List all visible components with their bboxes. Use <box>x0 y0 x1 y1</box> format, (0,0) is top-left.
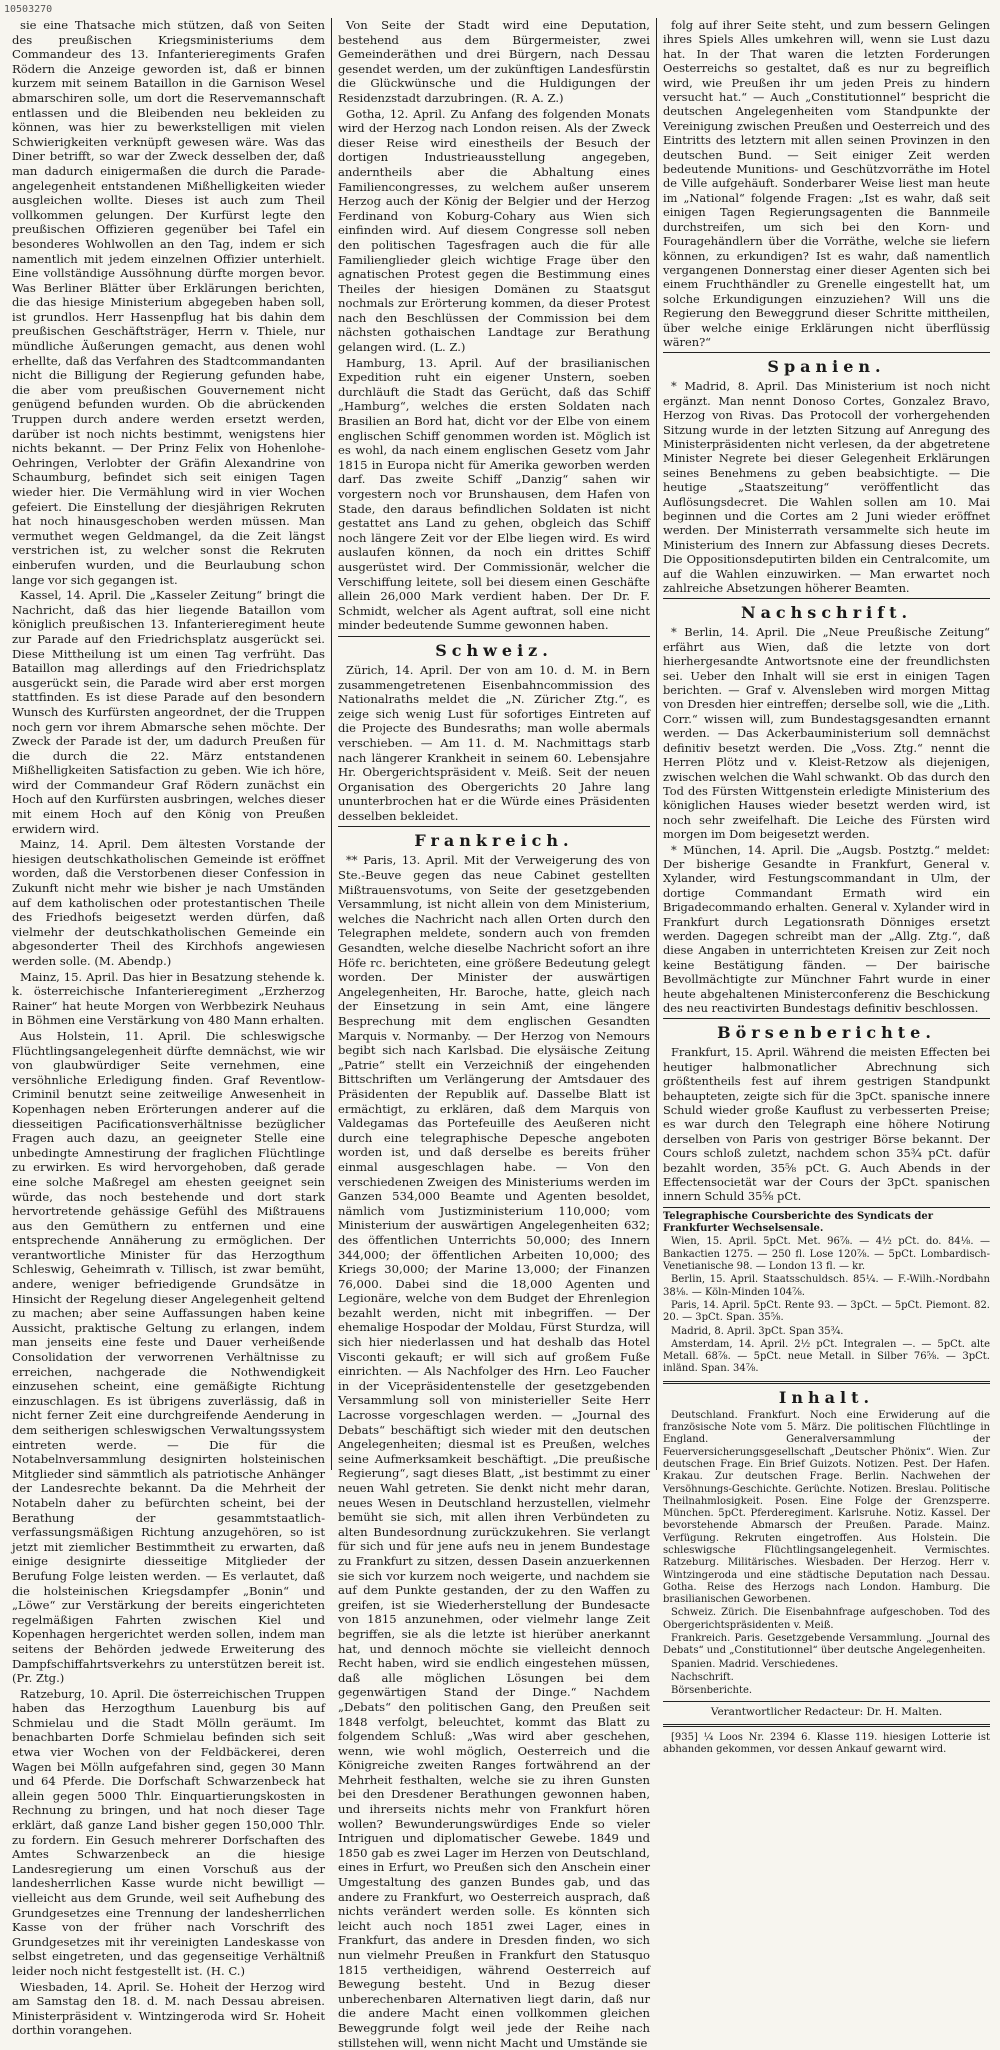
divider <box>663 1701 990 1702</box>
article-berlin: * Berlin, 14. April. Die „Neue Preußische Zeitung“ erfährt aus Wien, daß die letzte von dort hierhergesandte Antwortsnote eine der freundlichsten sei. Ueber den Inhalt will sie erst in einigen Tagen berichten. — Graf v. Alvensleben wird morgen Mittag von Dresden hier eintreffen; derselbe soll, wie die „Lith. Corr.“ wissen will, zum Bundestagsgesandten ernannt werden. — Das Ackerbauministerium soll demnächst definitiv besetzt werden. Die „Voss. Ztg.“ nennt die Herren Plötz und v. Kleist-Retzow als diejenigen, zwischen welchen die Wahl schwankt. Ob das durch den Tod des Fürsten Wittgenstein erledigte Ministerium des königlichen Hauses wieder besetzt werden wird, ist noch sehr zweifelhaft. Die Leiche des Fürsten wird morgen im Dom beigesetzt werden. <box>663 625 990 842</box>
toc-schweiz: Schweiz. Zürich. Die Eisenbahnfrage aufgeschoben. Tod des Obergerichtspräsidenten v. Meiß. <box>663 1607 990 1631</box>
exchange-rates-block <box>663 1211 990 1376</box>
double-divider <box>663 1381 990 1384</box>
article-madrid: * Madrid, 8. April. Das Ministerium ist noch nicht ergänzt. Man nennt Donoso Cortes, Gonzalez Bravo, Herzog von Rivas. Das Protocoll der vorhergehenden Sitzung wurde in der letzten Sitzung auf Anregung des Ministerpräsidenten nicht verlesen, da der abgetretene Minister Negrete bei dieser Gelegenheit Erklärungen seines Benehmens zu geben beabsichtigte. — Die heutige „Staatszeitung“ veröffentlicht das Auflösungsdecret. Die Wahlen sollen am 10. Mai beginnen und die Cortes am 2 Juni wieder eröffnet werden. Der Ministerrath versammelte sich heute im Ministerium des Innern zur Abfassung dieses Decrets. Die Oppositionsdeputirten bilden ein Centralcomite, um auf die Wahlen einzuwirken. — Man erwartet noch zahlreiche Absetzungen höherer Beamten. <box>663 379 990 596</box>
article-mainz-15: Mainz, 15. April. Das hier in Besatzung stehende k. k. österreichische Infanterieregiment „Erzherzog Rainer“ hat heute Morgen von Werbbezirk Neuhaus in Böhmen eine Verstärkung von 480 Mann erhalten. <box>12 969 325 1028</box>
double-divider <box>663 1724 990 1727</box>
section-heading-nachschrift: Nachschrift. <box>740 603 913 623</box>
article-muenchen: * München, 14. April. Die „Augsb. Postztg.“ meldet: Der bisherige Gesandte in Frankfurt, General v. Xylander, wird Festungscommandant in Ulm, der dortige Commandant Ermath wird ein Brigadecommando erhalten. General v. Xylander wird in Frankfurt durch Legationsrath Dönniges ersetzt werden. Dagegen schreibt man der „Allg. Ztg.“, daß diese Angaben in unterrichteten Kreisen zur Zeit noch keine Bestätigung fänden. — Der bairische Bevollmächtigte zur Münchner Fahrt wurde in einer heute abgehaltenen Ministerconferenz die Beschickung des neu reactivirten Bundestags definitiv beschlossen. <box>663 842 990 1015</box>
section-heading-schweiz: Schweiz. <box>435 640 553 660</box>
exchange-line-madrid: Madrid, 8. April. 3pCt. Span 35¾. <box>671 1325 844 1337</box>
section-heading-inhalt: Inhalt. <box>778 1387 875 1407</box>
advertisement-text: [935] ¼ Loos Nr. 2394 6. Klasse 119. hiesigen Lotterie ist abhanden gekommen, vor dessen Ankauf gewarnt wird. <box>663 1731 990 1755</box>
divider <box>663 352 990 353</box>
article-ratzeburg: Ratzeburg, 10. April. Die österreichischen Truppen haben das Herzogthum Lauenburg bis auf Schmielau und die Stadt Mölln geräumt. Im benachbarten Dorfe Schmielau befinden sich seit etwa vier Wochen von der Feldbäckerei, deren Wagen bei Mölln aufgefahren sind, gegen 30 Mann und 64 Pferde. Die Dorfschaft Schwarzenbeck hat allein gegen 5000 Thlr. Einquartierungskosten in Rechnung zu bringen, und hat noch dieser Tage erklärt, daß ganze Land bisher gegen 150,000 Thlr. zu fordern. Ein Gesuch mehrerer Dorfschaften des Amtes Schwarzenbeck an die hiesige Landesregierung um einen Vorschuß aus der landesherrlichen Kasse wurde nicht bewilligt — vielleicht aus dem Grunde, weil seit Aufhebung des Grundgesetzes eine Trennung der landesherrlichen Kasse von der früher nach Vorschrift des Grundgesetzes mit ihr vereinigten Landeskasse von selbst eingetreten, und das gegenseitige Verhältniß leider noch nicht festgestellt ist. (H. C.) <box>12 1686 325 1978</box>
article-wiesbaden: Wiesbaden, 14. April. Se. Hoheit der Herzog wird am Samstag den 18. d. M. nach Dessau abreisen. Ministerpräsident v. Wintzingeroda wird Sr. Hoheit dorthin vorangehen. <box>12 1979 325 2038</box>
article-kassel: Kassel, 14. April. Die „Kasseler Zeitung“ bringt die Nachricht, daß das hier liegende Bataillon vom königlich preußischen 13. Infanterieregiment heute zur Parade auf den Friedrichsplatz ausgerückt sei. Diese Mittheilung ist um einen Tag verfrüht. Das Bataillon mag allerdings auf den Friedrichsplatz ausgerückt sein, die Parade wird aber erst morgen stattfinden. Es ist diese Parade auf den besondern Wunsch des Kurfürsten angeordnet, der die Truppen noch gern vor ihrem Abmarsche sehen möchte. Der Zweck der Parade ist der, um dadurch Preußen für die durch die 22. März entstandenen Mißhelligkeiten Satisfaction zu geben. Wie ich höre, wird der Commandeur Graf Rödern zunächst ein Hoch auf den Kurfürsten ausbringen, welches dieser mit einem Hoch auf den König von Preußen erwidern wird. <box>12 588 325 836</box>
table-of-contents <box>663 1410 990 1698</box>
exchange-line-paris: Paris, 14. April. 5pCt. Rente 93. — 3pCt. — 5pCt. Piemont. 82. 20. — 3pCt. Span. 35⅝. <box>663 1299 990 1324</box>
column-middle <box>331 18 656 2050</box>
article-zuerich: Zürich, 14. April. Der von am 10. d. M. in Bern zusammengetretenen Eisenbahncommission des Nationalraths meldet die „N. Züricher Ztg.“, es zeige sich wenig Lust für sofortiges Eintreten auf die Projecte des Bundesraths; man wolle abermals verschieben. — Am 11. d. M. Nachmittags starb nach längerer Krankheit in seinem 60. Lebensjahre Hr. Obergerichtspräsident v. Meiß. Seit der neuen Organisation des Obergerichts 20 Jahre lang ununterbrochen hat er die Würde eines Präsidenten desselben bekleidet. <box>338 662 650 823</box>
editor-line: Verantwortlicher Redacteur: Dr. H. Malten. <box>710 1705 943 1718</box>
section-heading-spanien: Spanien. <box>767 357 886 377</box>
exchange-line-wien: Wien, 15. April. 5pCt. Met. 96⅞. — 4½ pCt. do. 84⅛. — Bankactien 1275. — 250 fl. Lose 120⅞. — 5pCt. Lombardisch-Venetianische 98. — London 13 fl. — kr. <box>663 1236 990 1273</box>
divider <box>663 1207 990 1208</box>
exchange-line-amsterdam: Amsterdam, 14. April. 2½ pCt. Integralen —. — 5pCt. alte Metall. 68⅞. — 5pCt. neue Metall. in Silber 76⅝. — 3pCt. inländ. Span. 34⅞. <box>663 1338 990 1375</box>
toc-nachschrift: Nachschrift. <box>671 1671 734 1683</box>
article-paris-continued: folg auf ihrer Seite steht, und zum bessern Gelingen ihres Spiels Alles umkehren will, wenn sie Lust dazu hat. In der That waren die letzten Forderungen Oesterreichs so gestaltet, daß es nur zu begreiflich wird, wie Preußen ihr um jeden Preis zu hindern versucht hat.“ — Auch „Constitutionnel“ bespricht die deutschen Angelegenheiten vom Standpunkte der Vereinigung zwischen Preußen und Oesterreich und des Eintritts des letztern mit allen seinen Provinzen in den deutschen Bund. — Seit einiger Zeit werden bedeutende Munitions- und Geschützvorräthe im Hotel de Ville aufgehäuft. Sonderbarer Weise liest man heute im „National“ folgende Fragen: „Ist es wahr, daß seit einigen Tagen Regierungsagenten die Bannmeile durchstreifen, um sich bei den Korn- und Fouragehändlern über die Vorräthe, welche sie liefern können, zu erkundigen? Ist es wahr, daß namentlich vergangenen Donnerstag einer dieser Agenten sich bei einem Fruchthändler zu Grenelle eingestellt hat, um solche Erkundigungen einzuziehen? Will uns die Regierung den Beweggrund dieser Schritte mittheilen, über welche einige Erklärungen nicht überflüssig wären?“ <box>663 18 990 349</box>
divider <box>663 598 990 599</box>
column-right <box>656 18 996 1755</box>
article-gotha: Gotha, 12. April. Zu Anfang des folgenden Monats wird der Herzog nach London reisen. Als der Zweck dieser Reise wird einestheils der Besuch der dortigen Industrieausstellung angegeben, anderntheils aber die Abhaltung eines Familiencongresses, zu welchem außer unserem Herzog auch der König der Belgier und der Herzog Ferdinand von Koburg-Cohary aus Wien sich einfinden wird. Auf diesem Congresse soll neben den politischen Tagesfragen auch die für alle Familienglieder gleich wichtige Frage über den agnatischen Protest gegen die Bestimmung eines Theiles der hiesigen Domänen zu Staatsgut nochmals zur Erörterung kommen, da dieser Protest nach den Beschlüssen der Commission bei dem nächsten gothaischen Landtage zur Berathung gelangen wird. (L. Z.) <box>338 106 650 355</box>
advertisement-block <box>663 1732 990 1757</box>
divider <box>338 636 650 637</box>
newspaper-columns <box>6 18 996 2050</box>
toc-frankreich: Frankreich. Paris. Gesetzgebende Versammlung. „Journal des Debats“ und „Constitutionnel“ über deutsche Angelegenheiten. <box>663 1633 990 1657</box>
article-paris: ** Paris, 13. April. Mit der Verweigerung des von Ste.-Beuve gegen das neue Cabinet gestellten Mißtrauensvotums, von Seite der gesetzgebenden Versammlung, ist nicht allein von dem Ministerium, welches die Nachricht nach allen Orten durch den Telegraphen meldete, sondern auch von fremden Gesandten, welche dieselbe Nachricht sofort an ihre Höfe rc. berichteten, eine größere Bedeutung gelegt worden. Der Minister der auswärtigen Angelegenheiten, Hr. Baroche, hatte, gleich nach der Einsetzung in sein Amt, eine längere Besprechung mit dem englischen Gesandten Marquis v. Normanby. — Der Herzog von Nemours begibt sich nach Karlsbad. Die elysäische Zeitung „Patrie“ stellt ein Verzeichniß der eingehenden Bittschriften um Verlängerung der Amtsdauer des Präsidenten der Republik auf. Dasselbe Blatt ist ermächtigt, zu erklären, daß dem Marquis von Valdegamas das Portefeuille des Aeußeren nicht durch eine telegraphische Depesche angeboten worden ist, und daß derselbe es bereits früher einmal ausgeschlagen habe. — Von den verschiedenen Zweigen des Ministeriums werden im Ganzen 534,000 Beamte und Agenten besoldet, nämlich vom Justizministerium 110,000; vom Ministerium der auswärtigen Angelegenheiten 632; des öffentlichen Unterrichts 50,000; des Innern 344,000; der öffentlichen Arbeiten 10,000; des Kriegs 30,000; der Marine 13,000; der Finanzen 76,000. Dabei sind die 18,000 Agenten und Legionäre, welche von dem Budget der Ehrenlegion bezahlt werden, nicht mit inbegriffen. — Der ehemalige Hospodar der Moldau, Fürst Sturdza, will sich hier niederlassen und hat deshalb das Hotel Visconti gekauft; er will sich auf großem Fuße einrichten. — Als Nachfolger des Hrn. Leo Faucher in der Vicepräsidentenstelle der gesetzgebenden Versammlung soll von ministerieller Seite Herr Lacrosse vorgeschlagen werden. — „Journal des Debats“ beschäftigt sich wieder mit den deutschen Angelegenheiten; diesmal ist es Preußen, welches seine Aufmerksamkeit beschäftigt. „Die preußische Regierung“, sagt dieses Blatt, „ist bestimmt zu einer neuen Wahl getreten. Sie denkt nicht mehr daran, neues Wesen in Deutschland herzustellen, vielmehr bemüht sie sich, mit allen ihren Verbündeten zu alten Bundesordnung zurückzukehren. Sie verlangt für sich und für jene aufs neu in jenem Bundestage zu Frankfurt zu sitzen, dessen Dasein anzuerkennen sie sich vor kurzem noch weigerte, und nachdem sie auf dem Punkte gestanden, der zu den Waffen zu greifen, ist sie Wiederherstellung der Bundesacte von 1815 anzunehmen, oder vielmehr lange Zeit begriffen, sie als die letzte ist hierüber anerkannt hat, und dennoch möchte sie vielleicht dennoch Recht haben, wird sie endlich eingestehen müssen, daß alle möglichen Lösungen bei dem gegenwärtigen Stand der Dinge.“ Nachdem „Debats“ den politischen Gang, den Preußen seit 1848 verfolgt, beleuchtet, kommt das Blatt zu folgendem Schluß: „Was wird aber geschehen, wenn, wie wohl möglich, Oesterreich und die Königreiche zweiten Ranges fortwährend an der Mehrheit festhalten, welche sie zu ihren Gunsten bei den Dresdener Berathungen gewonnen haben, und ihrerseits nichts mehr von Frankfurt hören wollen? Bewunderungswürdiges Ende so vieler Intriguen und diplomatischer Gewebe. 1849 und 1850 gab es zwei Lager im Herzen von Deutschland, eines in Erfurt, wo Preußen sich den Anschein einer Umgestaltung des ganzen Bundes gab, und das andere zu Frankfurt, wo Oesterreich ausprach, daß nichts verändert werden solle. Es könnten sich leicht auch noch 1851 zwei Lager, eines in Frankfurt, das andere in Dresden finden, wo sich nun vielmehr Preußen in Frankfurt den Statusquo 1815 vertheidigen, während Oesterreich auf Bewegung besteht. Und in Bezug dieser unberechenbaren Alternativen liegt darin, daß nur die andere Macht einen vollkommen gleichen Beweggrunde folgt weil jede der Reihe nach stillstehen will, wenn nicht Macht und Umstände sie <box>338 853 650 2050</box>
article-mainz-14: Mainz, 14. April. Dem ältesten Vorstande der hiesigen deutschkatholischen Gemeinde ist eröffnet worden, daß die Verstorbenen dieser Confession in Zukunft nicht mehr wie bisher je nach Umständen auf dem katholischen oder protestantischen Theile des Friedhofs beigesetzt werden dürfen, daß vielmehr der deutschkatholischen Gemeinde ein abgesonderter Theil des Kirchhofs angewiesen werden solle. (M. Abendp.) <box>12 837 325 968</box>
column-left <box>6 18 331 2038</box>
section-heading-boerse: Börsenberichte. <box>717 1023 936 1043</box>
page-id-label: 10503270 <box>4 4 53 15</box>
toc-deutschland: Deutschland. Frankfurt. Noch eine Erwiderung auf die französische Note vom 5. März. Die politischen Flüchtlinge in England. Generalversammlung der Feuerversicherungsgesellschaft „Deutscher Phönix“. Wien. Zur deutschen Frage. Ein Brief Guizots. Notizen. Pest. Der Hafen. Krakau. Zur deutschen Frage. Berlin. Nachwehen der Versöhnungs-Geschichte. Gerüchte. Notizen. Breslau. Politische Theilnahmlosigkeit. Posen. Eine Folge der Grenzsperre. München. 5pCt. Pferderegiment. Karlsruhe. Notiz. Kassel. Der bevorstehende Abmarsch der Preußen. Parade. Mainz. Verfügung. Rekruten eingetroffen. Aus Holstein. Die schleswigsche Flüchtlingsangelegenheit. Vermischtes. Ratzeburg. Militärisches. Wiesbaden. Der Herzog. Herr v. Wintzingeroda und eine städtische Deputation nach Dessau. Gotha. Reise des Herzogs nach London. Hamburg. Die brasilianischen Geworbenen. <box>663 1409 990 1606</box>
article-holstein: Aus Holstein, 11. April. Die schleswigsche Flüchtlingsangelegenheit dürfte demnächst, wie wir von glaubwürdiger Seite vernehmen, eine versöhnliche Erledigung finden. Graf Reventlow-Criminil benutzt seine zeitweilige Anwesenheit in Kopenhagen neben Erörterungen anderer auf die diesseitigen Pacificationsverhältnisse bezüglicher Fragen auch dazu, an geeigneter Stelle eine unbedingte Amnestirung der fraglichen Flüchtlinge zu erwirken. Es wird hervorgehoben, daß gerade eine solche Maßregel am ehesten geeignet sein würde, das noch bestehende und dort stark hervortretende gehässige Gefühl des Mißtrauens aus den Gemüthern zu entfernen und eine entsprechende Annäherung zu ermöglichen. Der verantwortliche Minister für das Herzogthum Schleswig, Geheimrath v. Tillisch, ist zwar bemüht, andere, weniger befriedigende Grundsätze in Hinsicht der Regelung dieser Angelegenheit geltend zu machen; aber seine Auffassungen haben keine Aussicht, praktische Geltung zu erlangen, indem man jenseits eine feste und Dauer verheißende Consolidation der verworrenen Verhältnisse zu erreichen, nachgerade die Nothwendigkeit einzusehen scheint, eine gemäßigte Richtung einzuschlagen. Es ist übrigens zuverlässig, daß in nicht ferner Zeit eine durchgreifende Aenderung in dem seitherigen schleswigschen Verwaltungssystem eintreten werde. — Die für die Notabelnversammlung designirten holsteinischen Mitglieder sind sämmtlich als patriotische Anhänger der Landesrechte bekannt. Da die Mehrheit der Notabeln daher zu befürchten scheint, bei der Berathung der gesammtstaatlich-verfassungsmäßigen Richtung anzugehören, so ist jetzt mit ziemlicher Bestimmtheit zu erwarten, daß einige designirte diesseitige Mitglieder der Berufung Folge leisten werden. — Es verlautet, daß die holsteinischen Kriegsdampfer „Bonin“ und „Löwe“ zur Verstärkung der bereits eingerichteten regelmäßigen Fahrten zwischen Kiel und Kopenhagen hergerichtet werden sollen, indem man seitens der Behörden jedwede Erweiterung des Dampfschiffahrtsverkehrs zu unterstützen bereit ist. (Pr. Ztg.) <box>12 1028 325 1686</box>
divider <box>663 1018 990 1019</box>
toc-spanien: Spanien. Madrid. Verschiedenes. <box>671 1658 839 1670</box>
article-frankfurt-boerse: Frankfurt, 15. April. Während die meisten Effecten bei heutiger halbmonatlicher Abrechnung sich größtentheils fest auf ihrem gestrigen Standpunkt behaupteten, zeigte sich für die 3pCt. spanische innere Schuld wieder große Kauflust zu verbesserten Preise; es war durch den Telegraph eine höhere Notirung derselben von Paris von gestriger Börse bekannt. Der Cours schloß zuletzt, nachdem schon 35¾ pCt. dafür bezahlt worden, 35⅝ pCt. G. Auch Abends in der Effectensocietät war der Cours der 3pCt. spanischen innern Schuld 35⅝ pCt. <box>663 1045 990 1204</box>
exchange-line-berlin: Berlin, 15. April. Staatsschuldsch. 85¼. — F.-Wilh.-Nordbahn 38⅛. — Köln-Minden 104⅞. <box>663 1274 990 1298</box>
divider <box>338 826 650 827</box>
article-hamburg: Hamburg, 13. April. Auf der brasilianischen Expedition ruht ein eigener Unstern, soeben durchläuft die Stadt das Gerücht, daß das Schiff „Hamburg“, welches die ersten Soldaten nach Brasilien an Bord hat, dicht vor der Elbe von einem englischen Schiff genommen worden ist. Möglich ist es wohl, da nach einem englischen Gesetz vom Jahr 1815 in Europa nicht für Amerika geworben werden darf. Das zweite Schiff „Danzig“ sahen wir vorgestern noch vor Brunshausen, dem Hafen von Stade, den daraus befindlichen Soldaten ist nicht gestattet ans Land zu gehen, obgleich das Schiff noch längere Zeit vor der Elbe liegen wird. Es wird auslaufen können, da noch ein drittes Schiff ausgerüstet wird. Der Commissionär, welcher die Verschiffung leitete, soll bei diesem einen Geschäfte allein 26,000 Mark verdient haben. Der Dr. F. Schmidt, welcher als Agent auftrat, soll eine nicht minder bedeutende Summe gewonnen haben. <box>338 355 650 633</box>
article-deputation: Von Seite der Stadt wird eine Deputation, bestehend aus dem Bürgermeister, zwei Gemeinderäthen und drei Bürgern, nach Dessau gesendet werden, um der zukünftigen Landesfürstin die Glückwünsche und die Huldigungen der Residenzstadt darzubringen. (R. A. Z.) <box>338 18 650 105</box>
section-heading-frankreich: Frankreich. <box>414 831 574 851</box>
exchange-rates-title: Telegraphische Coursberichte des Syndicats der Frankfurter Wechselsensale. <box>663 1210 933 1235</box>
toc-boerse: Börsenberichte. <box>671 1685 753 1697</box>
article-paragraph: sie eine Thatsache mich stützen, daß von Seiten des preußischen Kriegsministeriums dem Commandeur des 13. Infanterieregiments Grafen Rödern die Anzeige geworden ist, daß er binnen kurzem mit seinem Bataillon in die Garnison Wesel abmarschiren solle, um dort die Reservemannschaft entlassen und die Bleibenden neu bekleiden zu können, was hier zu bewerkstelligen mit vielen Schwierigkeiten verknüpft gewesen wäre. Was das Diner betrifft, so war der Zweck desselben der, daß man dadurch einigermaßen die durch die Parade-angelegenheit entstandenen Mißhelligkeiten wieder ausgleichen wollte. Dieses ist auch zum Theil vollkommen gelungen. Der Kurfürst legte den preußischen Offizieren gegenüber bei Tafel ein besonderes Wohlwollen an den Tag, indem er sich namentlich mit jedem einzelnen Offizier unterhielt. Eine vollständige Aussöhnung dürfte morgen bevor. Was Berliner Blätter über Erklärungen berichten, die das hiesige Ministerium abgegeben haben soll, ist grundlos. Herr Hassenpflug hat bis dahin dem preußischen Geschäftsträger, Herrn v. Thiele, nur mündliche Äußerungen gemacht, aus denen wohl erhellte, daß das Verfahren des Stadtcommandanten nicht die Billigung der Regierung gefunden habe, die aber vom preußischen Gouvernement nicht genügend befunden wurden. Ob die abrückenden Truppen durch andere werden ersetzt werden, darüber ist noch nichts bestimmt, wenigstens hier nichts bekannt. — Der Prinz Felix von Hohenlohe-Oehringen, Verlobter der Gräfin Alexandrine von Schaumburg, befindet sich seit einigen Tagen wieder hier. Die Vermählung wird in vier Wochen gefeiert. Die Einstellung der diesjährigen Rekruten hat noch hinausgeschoben werden müssen. Man vermuthet wegen Geldmangel, da die Zeit längst verstrichen ist, zu welcher sonst die Rekruten einberufen wurden, und die Beurlaubung schon lange vor sich gegangen ist. <box>12 18 325 587</box>
